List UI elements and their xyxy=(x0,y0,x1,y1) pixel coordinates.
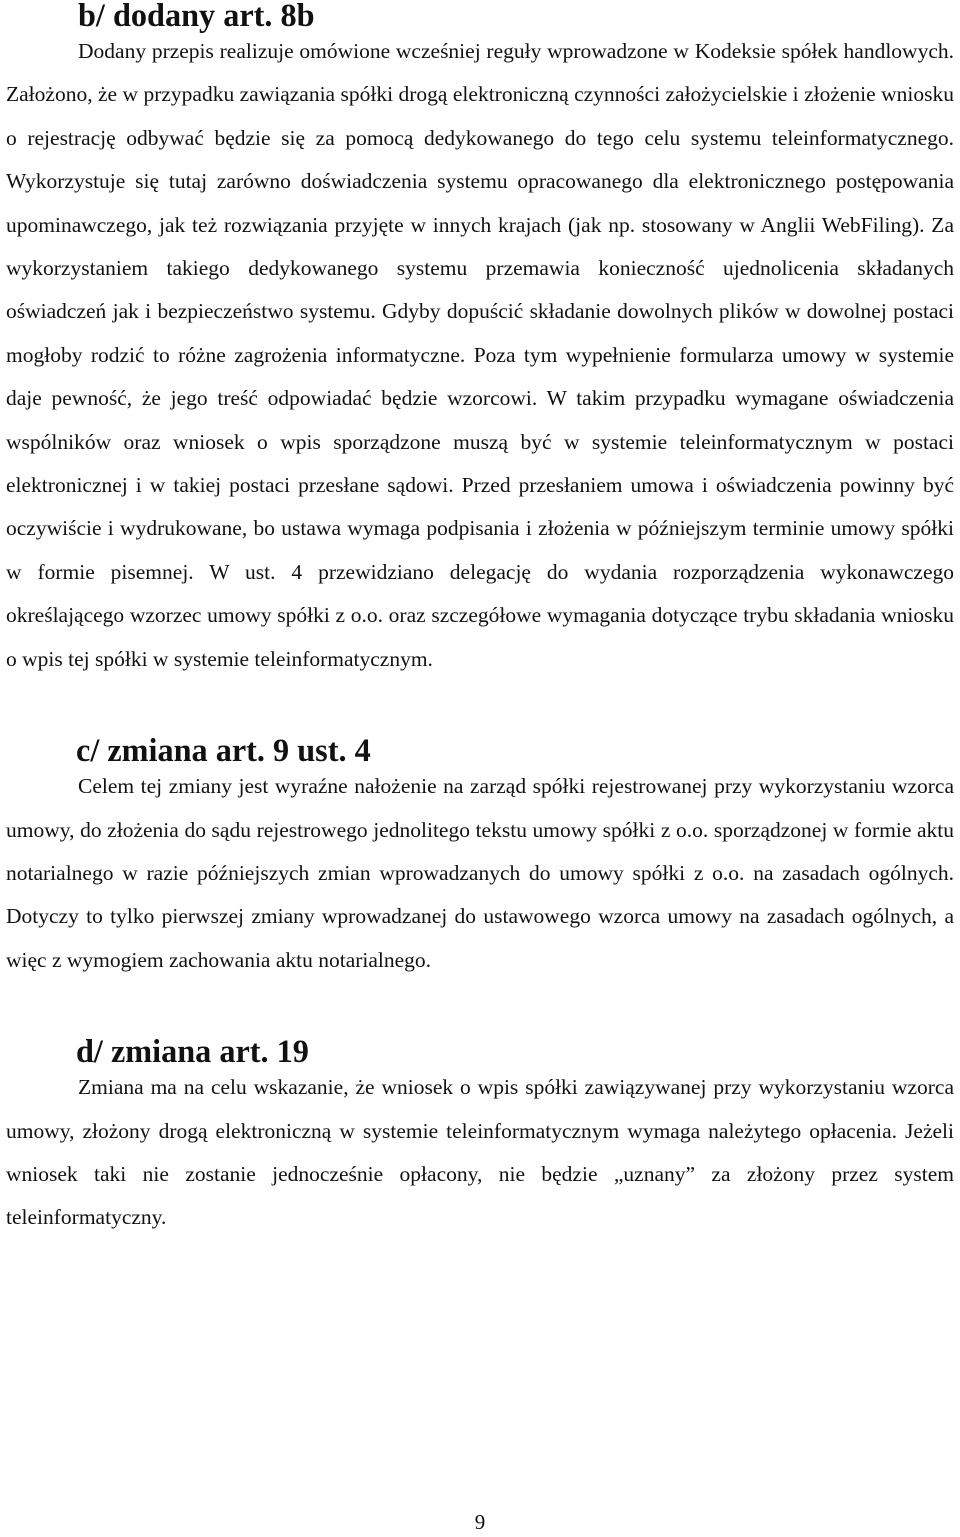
section-paragraph-b: Dodany przepis realizuje omówione wcześniej reguły wprowadzone w Kodeksie spółek handlowych. Założono, że w przypadku zawiązania spółki drogą elektroniczną czynności założycielskie i złożenie wniosku o rejestrację odbywać będzie się za pomocą dedykowanego do tego celu systemu teleinformatycznego. Wykorzystuje się tutaj zarówno doświadczenia systemu opracowanego dla elektronicznego postępowania upominawczego, jak też rozwiązania przyjęte w innych krajach (jak np. stosowany w Anglii WebFiling). Za wykorzystaniem takiego dedykowanego systemu przemawia konieczność ujednolicenia składanych oświadczeń jak i bezpieczeństwo systemu. Gdyby dopuścić składanie dowolnych plików w dowolnej postaci mogłoby rodzić to różne zagrożenia informatyczne. Poza tym wypełnienie formularza umowy w systemie daje pewność, że jego treść odpowiadać będzie wzorcowi. W takim przypadku wymagane oświadczenia wspólników oraz wniosek o wpis sporządzone muszą być w systemie teleinformatycznym w postaci elektronicznej i w takiej postaci przesłane sądowi. Przed przesłaniem umowa i oświadczenia powinny być oczywiście i wydrukowane, bo ustawa wymaga podpisania i złożenia w późniejszym terminie umowy spółki w formie pisemnej. W ust. 4 przewidziano delegację do wydania rozporządzenia wykonawczego określającego wzorzec umowy spółki z o.o. oraz szczegółowe wymagania dotyczące trybu składania wniosku o wpis tej spółki w systemie teleinformatycznym. xyxy=(6,39,954,671)
section-heading-c: c/ zmiana art. 9 ust. 4 xyxy=(76,732,371,769)
document-page xyxy=(6,0,954,1537)
page-number: 9 xyxy=(474,1510,486,1534)
section-paragraph-c: Celem tej zmiany jest wyraźne nałożenie na zarząd spółki rejestrowanej przy wykorzystaniu wzorca umowy, do złożenia do sądu rejestrowego jednolitego tekstu umowy spółki z o.o. sporządzonej w formie aktu notarialnego w razie późniejszych zmian wprowadzanych do umowy spółki z o.o. na zasadach ogólnych. Dotyczy to tylko pierwszej zmiany wprowadzanej do ustawowego wzorca umowy na zasadach ogólnych, a więc z wymogiem zachowania aktu notarialnego. xyxy=(6,774,954,972)
section-heading-d: d/ zmiana art. 19 xyxy=(76,1033,309,1070)
section-heading-b: b/ dodany art. 8b xyxy=(78,0,315,33)
section-paragraph-d: Zmiana ma na celu wskazanie, że wniosek o wpis spółki zawiązywanej przy wykorzystaniu wzorca umowy, złożony drogą elektroniczną w systemie teleinformatycznym wymaga należytego opłacenia. Jeżeli wniosek taki nie zostanie jednocześnie opłacony, nie będzie „uznany” za złożony przez system teleinformatyczny. xyxy=(6,1075,954,1230)
